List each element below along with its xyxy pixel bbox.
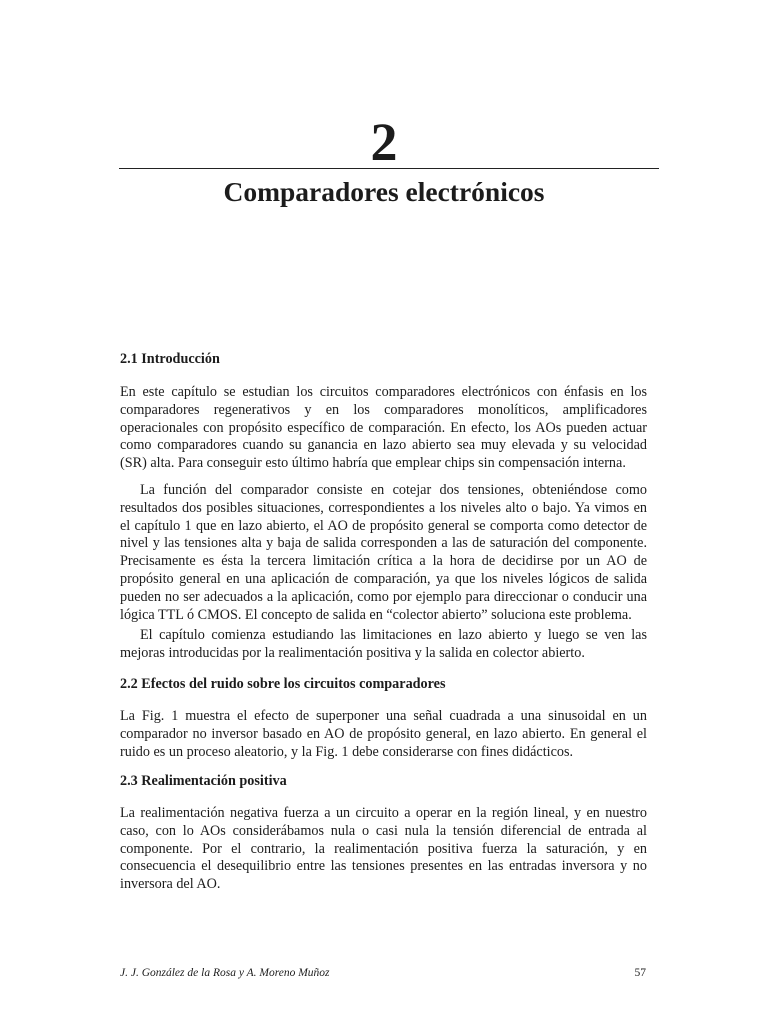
paragraph: La realimentación negativa fuerza a un circuito a operar en la región lineal, y en nuestro caso, con lo AOs considerábamos nula o casi nula la tensión diferencial de entrada al componente. Por el contrario, la realimentación positiva fuerza la saturación, y en consecuencia el desequilibrio entre las tensiones presentes en las entradas inversora y no inversora del AO. <box>120 805 647 893</box>
section-heading-introduccion: 2.1 Introducción <box>120 351 220 367</box>
chapter-number: 2 <box>370 112 398 172</box>
page-number: 57 <box>634 967 646 979</box>
footer-authors: J. J. González de la Rosa y A. Moreno Muñoz <box>120 967 330 979</box>
paragraph: La función del comparador consiste en cotejar dos tensiones, obteniéndose como resultados dos posibles situaciones, correspondientes a los niveles alto o bajo. Ya vimos en el capítulo 1 que en lazo abierto, el AO de propósito general se comporta como detector de nivel y las tensiones alta y baja de salida corresponden a las de saturación del componente. Precisamente es ésta la tercera limitación crítica a la hora de decidirse por un AO de propósito general en una aplicación de comparación, ya que los niveles lógicos de salida pueden no ser adecuados a la aplicación, como por ejemplo para direccionar o conducir una lógica TTL ó CMOS. El concepto de salida en “colector abierto” soluciona este problema. <box>120 482 647 623</box>
section-heading-ruido: 2.2 Efectos del ruido sobre los circuitos comparadores <box>120 676 446 692</box>
paragraph: En este capítulo se estudian los circuitos comparadores electrónicos con énfasis en los comparadores regenerativos y en los comparadores monolíticos, amplificadores operacionales con propósito específico de comparación. En efecto, los AOs pueden actuar como comparadores cuando su ganancia en lazo abierto sea muy elevada y su velocidad (SR) alta. Para conseguir esto último habría que emplear chips sin compensación interna. <box>120 384 647 472</box>
paragraph: La Fig. 1 muestra el efecto de superponer una señal cuadrada a una sinusoidal en un comparador no inversor basado en AO de propósito general, en lazo abierto. En general el ruido es un proceso aleatorio, y la Fig. 1 debe considerarse con fines didácticos. <box>120 708 647 760</box>
section-heading-realimentacion: 2.3 Realimentación positiva <box>120 773 287 789</box>
paragraph: El capítulo comienza estudiando las limitaciones en lazo abierto y luego se ven las mejoras introducidas por la realimentación positiva y la salida en colector abierto. <box>120 627 647 661</box>
chapter-divider <box>119 168 659 169</box>
chapter-title: Comparadores electrónicos <box>223 176 545 207</box>
